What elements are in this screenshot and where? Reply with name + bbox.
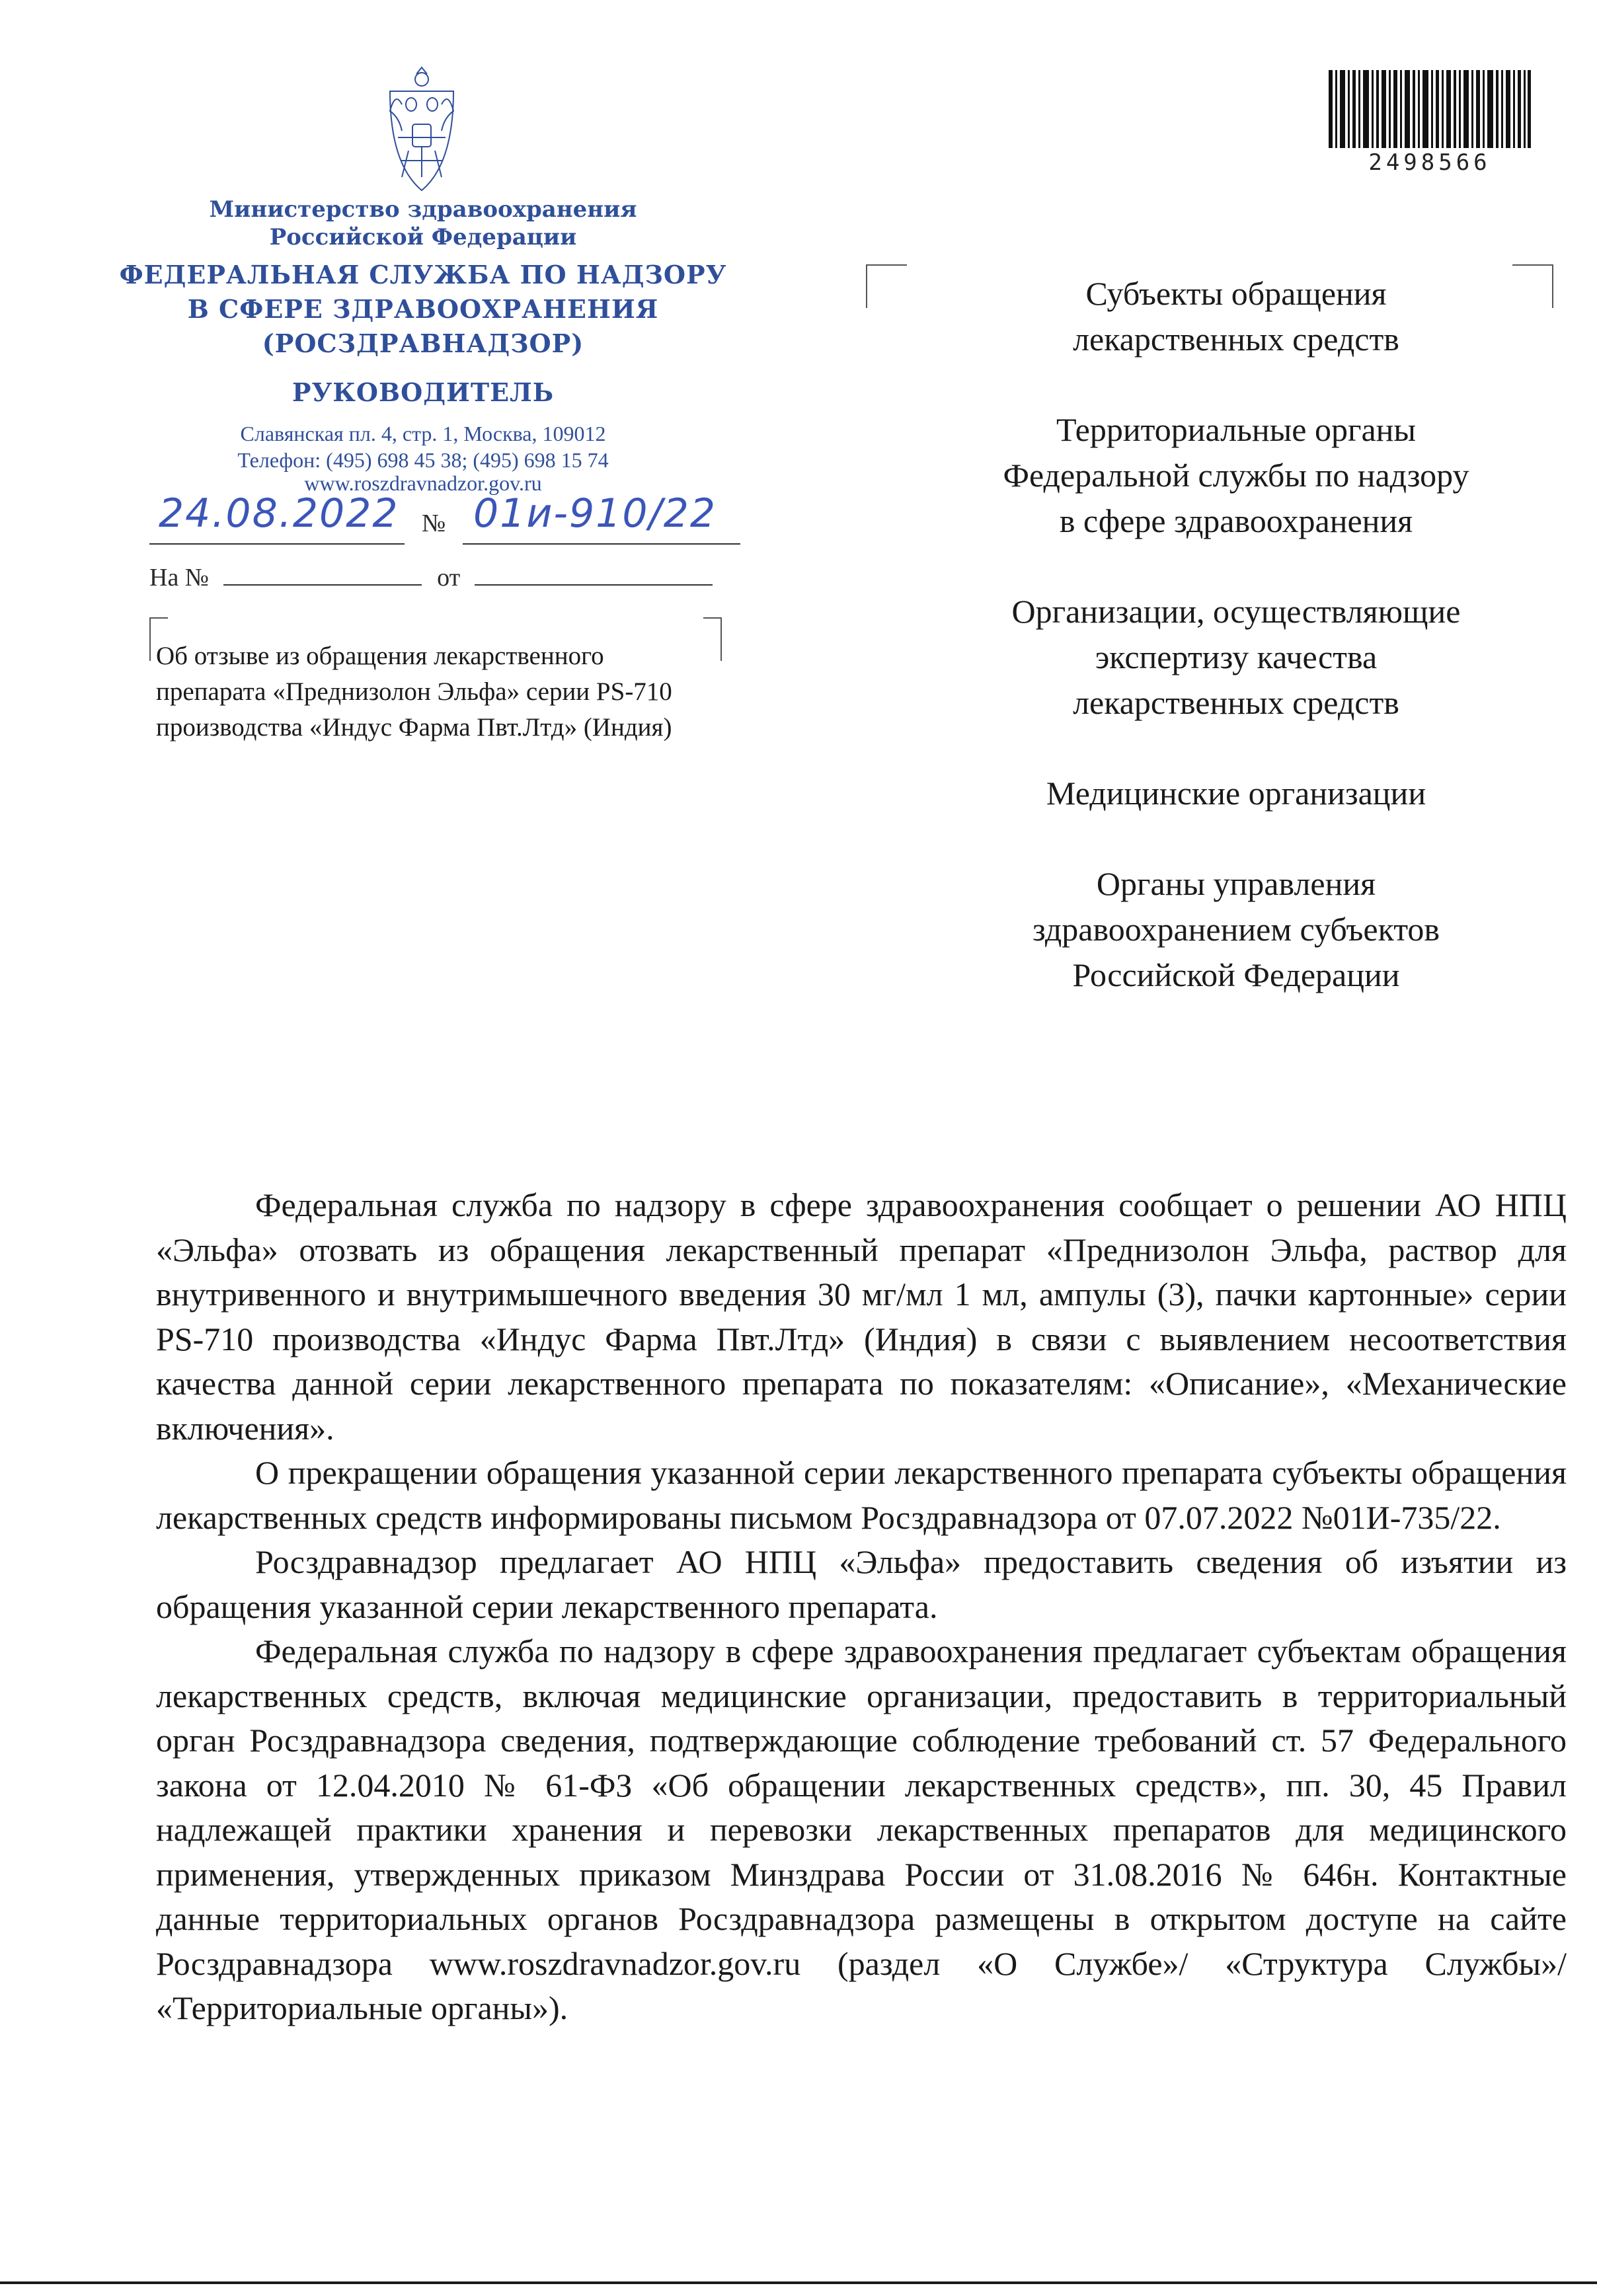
contacts-block [145, 420, 701, 493]
ref-label: На № [149, 564, 210, 592]
ministry-name [145, 196, 701, 251]
body-paragraph: Федеральная служба по надзору в сфере здравоохранения сообщает о решении АО НПЦ «Эльфа» отозвать из обращения лекарственный препарат «Преднизолон Эльфа, раствор для внутривенного и внутримышечного введения 30 мг/мл 1 мл, ампулы (3), пачки картонные» серии PS-710 производства «Индус Фарма Пвт.Лтд» (Индия) в связи с выявлением несоответствия качества данной серии лекарственного препарата по показателям: «Описание», «Механические включения». [156, 1186, 1567, 1447]
recipient-line: экспертизу качества [1095, 638, 1378, 675]
letter-subject [156, 638, 817, 746]
ref-number-field [223, 584, 422, 586]
recipient-group [912, 271, 1560, 362]
recipient-line: лекарственных средств [1073, 321, 1399, 358]
registration-number: 01и-910/22 [473, 490, 717, 537]
recipient-line: здравоохранением субъектов [1032, 911, 1440, 948]
recipient-line: Территориальные органы [1056, 411, 1417, 448]
subject-line: препарата «Преднизолон Эльфа» серии PS-710 [156, 677, 672, 706]
barcode [1329, 70, 1531, 148]
recipient-line: Организации, осуществляющие [1011, 593, 1461, 630]
page-bottom-rule [0, 2281, 1597, 2284]
recipient-line: Медицинские организации [1046, 775, 1426, 812]
coat-of-arms-icon [382, 65, 461, 194]
service-line: (РОСЗДРАВНАДЗОР) [262, 328, 584, 358]
subject-line: Об отзыве из обращения лекарственного [156, 642, 604, 670]
recipient-group [912, 861, 1560, 998]
registration-date: 24.08.2022 [159, 490, 399, 537]
date-underline [149, 543, 405, 545]
ref-date-field [475, 584, 713, 586]
recipients-corner-left [866, 264, 907, 308]
number-sign: № [422, 510, 446, 537]
address: Славянская пл. 4, стр. 1, Москва, 109012 [240, 422, 606, 445]
recipient-line: Органы управления [1096, 865, 1376, 902]
ref-from-label: от [437, 564, 461, 592]
recipient-line: лекарственных средств [1073, 684, 1399, 721]
recipient-line: Федеральной службы по надзору [1003, 457, 1469, 494]
recipient-line: в сфере здравоохранения [1059, 502, 1413, 539]
ministry-line: Министерство здравоохранения [209, 196, 637, 223]
recipients-block [912, 271, 1560, 1043]
service-line: В СФЕРЕ ЗДРАВООХРАНЕНИЯ [187, 294, 659, 324]
letter-body [156, 1183, 1567, 2031]
phone: Телефон: (495) 698 45 38; (495) 698 15 74 [237, 448, 609, 472]
service-line: ФЕДЕРАЛЬНАЯ СЛУЖБА ПО НАДЗОРУ [119, 260, 727, 289]
recipient-group [912, 407, 1560, 544]
number-underline [463, 543, 740, 545]
reference-row [149, 563, 713, 592]
service-name [119, 258, 727, 361]
body-paragraph: Росздравнадзор предлагает АО НПЦ «Эльфа» предоставить сведения об изъятии из обращения указанной серии лекарственного препарата. [156, 1543, 1567, 1625]
subject-line: производства «Индус Фарма Пвт.Лтд» (Индия) [156, 713, 672, 742]
recipient-group [912, 771, 1560, 816]
ministry-line: Российской Федерации [269, 224, 577, 250]
recipient-line: Российской Федерации [1072, 956, 1400, 993]
barcode-number: 2498566 [1368, 149, 1491, 176]
recipient-group [912, 589, 1560, 726]
body-paragraph: Федеральная служба по надзору в сфере здравоохранения предлагает субъектам обращения лекарственных средств, включая медицинские организации, предоставить в территориальный орган Росздравнадзора сведения, подтверждающие соблюдение требований ст. 57 Федерального закона от 12.04.2010 № 61-ФЗ «Об обращении лекарственных средств», пп. 30, 45 Правил надлежащей практики хранения и перевозки лекарственных препаратов для медицинского применения, утвержденных приказом Минздрава России от 31.08.2016 № 646н. Контактные данные территориальных органов Росздравнадзора размещены в открытом доступе на сайте Росздравнадзора www.roszdravnadzor.gov.ru (раздел «О Службе»/ «Структура Службы»/ «Территориальные органы»). [156, 1632, 1567, 2026]
website: www.roszdravnadzor.gov.ru [304, 471, 542, 495]
head-title: РУКОВОДИТЕЛЬ [292, 377, 555, 407]
recipient-line: Субъекты обращения [1085, 275, 1387, 312]
body-paragraph: О прекращении обращения указанной серии лекарственного препарата субъекты обращения лекарственных средств информированы письмом Росздравнадзора от 07.07.2022 №01И-735/22. [156, 1454, 1567, 1536]
